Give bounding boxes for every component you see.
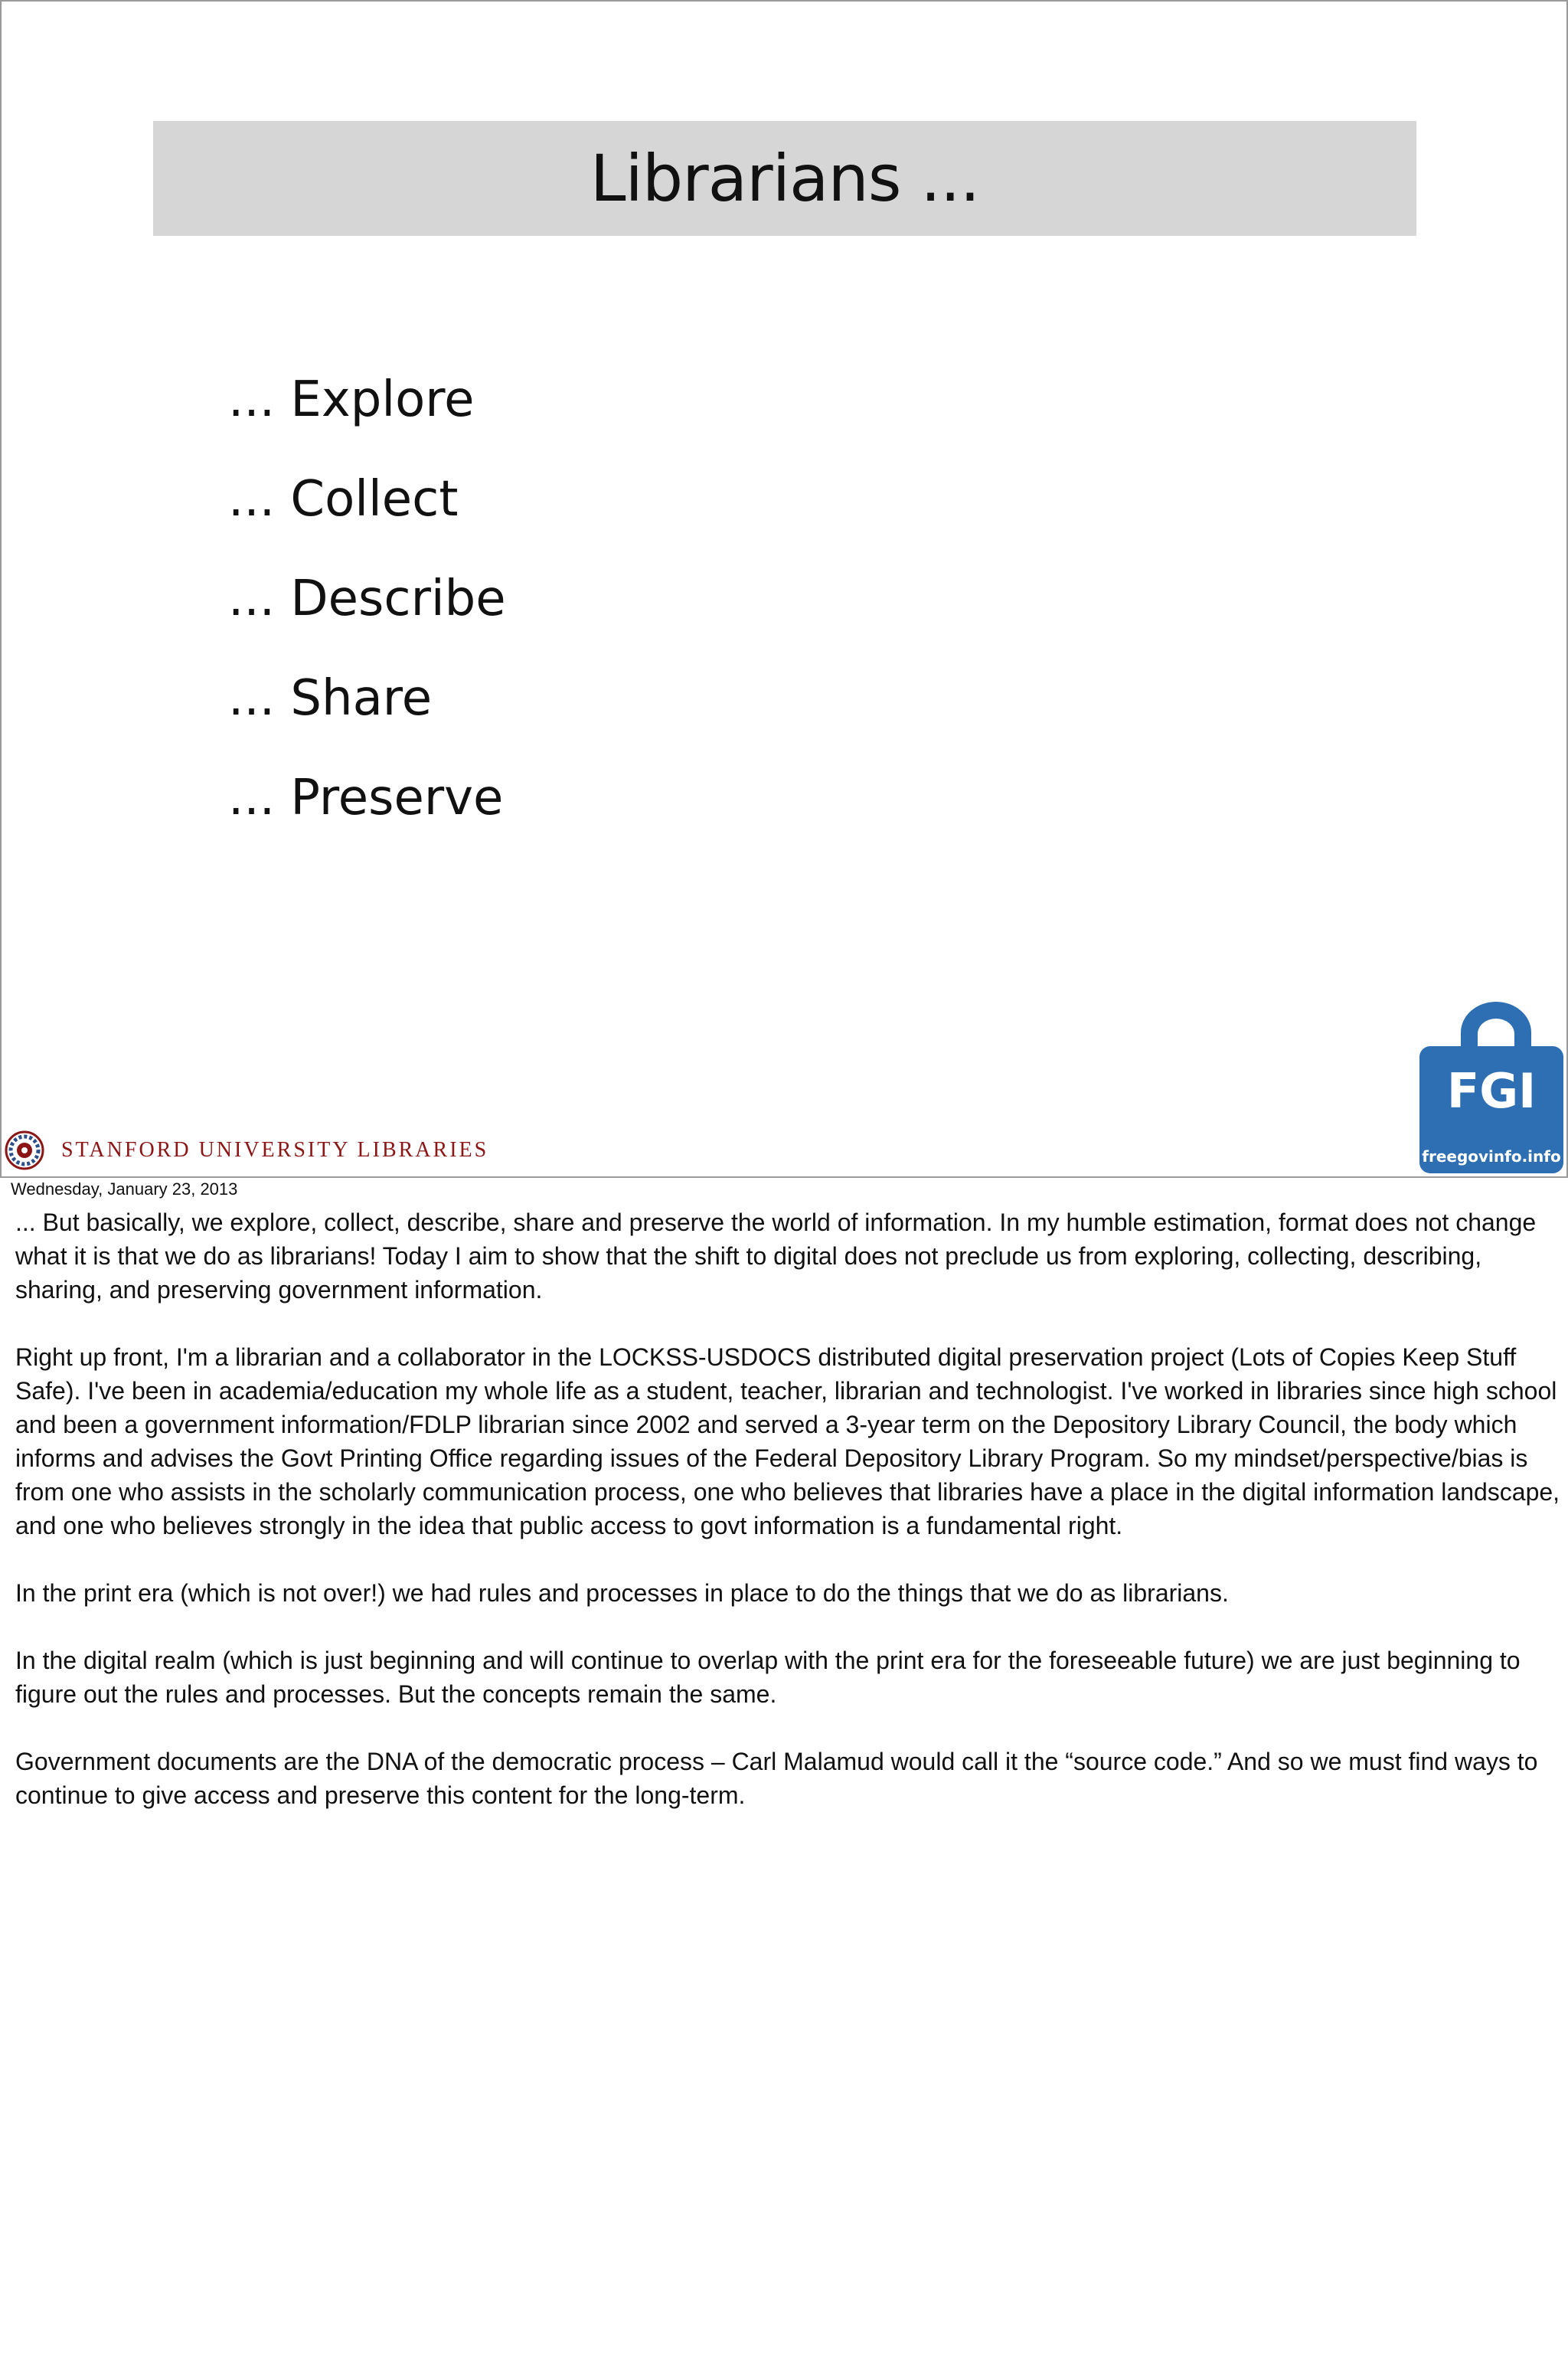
notes-paragraph: Government documents are the DNA of the democratic process – Carl Malamud would call it the “source code.” And so we must find ways to continue to give access and preserve this content for the long-term. (15, 1748, 1538, 1809)
slide-title: Librarians ... (590, 141, 980, 216)
notes-paragraph: Right up front, I'm a librarian and a collaborator in the LOCKSS-USDOCS distributed digital preservation project (Lots of Copies Keep Stuff Safe). I've been in academia/education my whole life as a student, teacher, librarian and technologist. I've worked in libraries since high school and been a government information/FDLP librarian since 2002 and served a 3-year term on the Depository Library Council, the body which informs and advises the Govt Printing Office regarding issues of the Federal Depository Library Program. So my mindset/perspective/bias is from one who assists in the scholarly communication process, one who believes that libraries have a place in the digital information landscape, and one who believes strongly in the idea that public access to govt information is a fundamental right. (15, 1343, 1560, 1539)
notes-paragraph: In the print era (which is not over!) we had rules and processes in place to do the things that we do as librarians. (15, 1579, 1229, 1607)
bullet-explore: ... Explore (228, 371, 475, 428)
stanford-libraries-logo (5, 1130, 488, 1170)
padlock-body (1419, 1046, 1563, 1173)
notes-paragraph: ... But basically, we explore, collect, describe, share and preserve the world of information. In my humble estimation, format does not change what it is that we do as librarians! Today I aim to show that the shift to digital does not preclude us from exploring, collecting, describing, sharing, and preserving government information. (15, 1209, 1537, 1304)
slide (0, 0, 1568, 1178)
fgi-logo-text: FGI (1446, 1063, 1537, 1119)
fgi-logo-url: freegovinfo.info (1422, 1147, 1561, 1166)
stanford-libraries-label: STANFORD UNIVERSITY LIBRARIES (61, 1138, 489, 1162)
bullet-preserve: ... Preserve (228, 770, 504, 826)
fgi-logo (1419, 1002, 1563, 1173)
bullet-describe: ... Describe (228, 571, 506, 627)
speaker-notes (15, 1205, 1562, 1846)
bullet-share: ... Share (228, 670, 433, 727)
stanford-seal-icon (5, 1130, 44, 1170)
notes-paragraph: In the digital realm (which is just beginning and will continue to overlap with the print era for the foreseeable future) we are just beginning to figure out the rules and processes. But the concepts remain the same. (15, 1647, 1521, 1708)
slide-date: Wednesday, January 23, 2013 (11, 1179, 238, 1199)
slide-title-bar (153, 121, 1416, 236)
bullet-list (228, 350, 506, 848)
bullet-collect: ... Collect (228, 471, 459, 528)
